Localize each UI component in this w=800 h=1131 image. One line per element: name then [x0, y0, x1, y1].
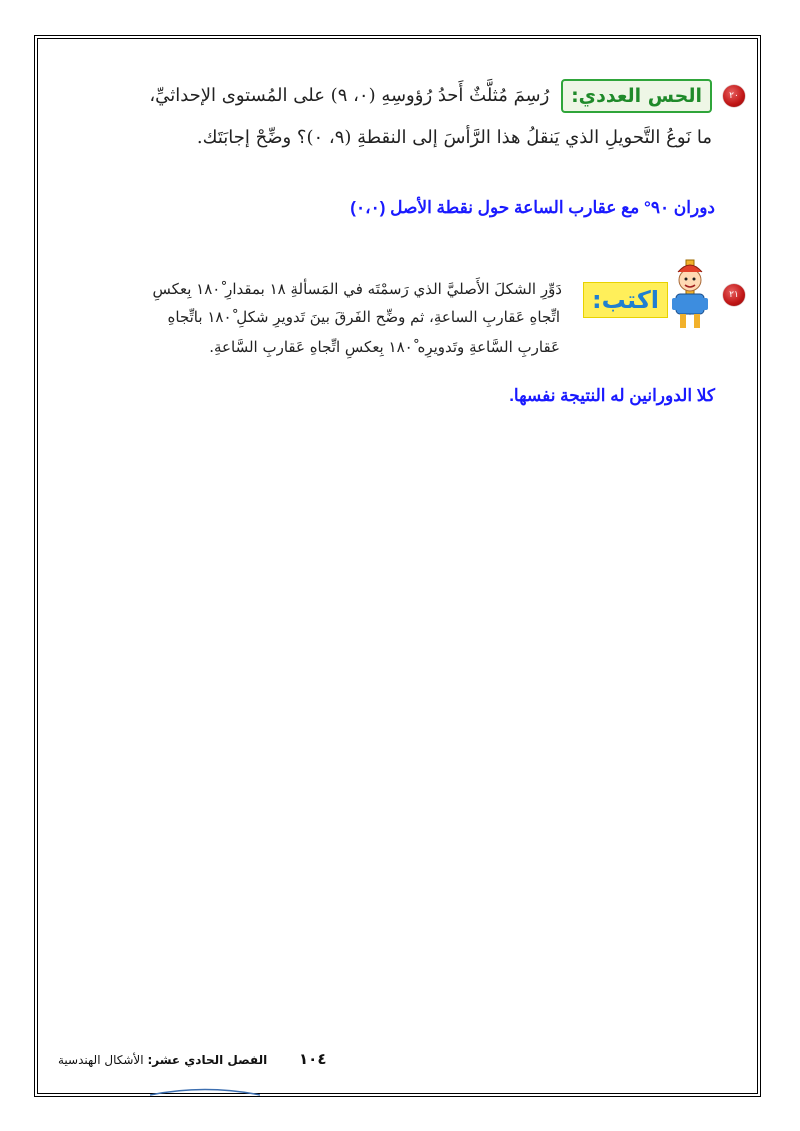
question-20-line-2: ما نَوعُ التَّحويلِ الذي يَنقلُ هذا الرَّأسَ إلى النقطةِ (٩، ٠)؟ وضِّحْ إجابَتَك.	[196, 127, 712, 148]
question-number-badge	[723, 284, 745, 306]
chapter-label: الفصل الحادي عشر:	[147, 1053, 268, 1067]
question-text-line-1	[149, 78, 712, 114]
question-20	[95, 78, 745, 158]
question-number: ٢٠	[729, 91, 739, 101]
answer-20: دوران ٩٠° مع عقارب الساعة حول نقطة الأصل (٠،٠)	[350, 198, 715, 217]
footer-decoration	[150, 1086, 260, 1096]
question-20-line-1: رُسِمَ مُثلَّثٌ أَحدُ رُؤوسِهِ (٠، ٩) على المُستوى الإحداثيِّ،	[149, 85, 550, 106]
pencil-character-icon	[668, 258, 712, 332]
number-sense-tag: الحس العددي:	[561, 79, 712, 113]
page-number: ١٠٤	[299, 1050, 327, 1068]
chapter-title: الأشكال الهندسية	[58, 1053, 144, 1067]
page-footer	[58, 1050, 326, 1068]
write-badge	[572, 264, 712, 334]
question-number-badge	[723, 85, 745, 107]
question-21-line-3: عَقاربِ السَّاعةِ وتَدويرِه ١٨٠ْ بِعكسِ اتِّجاهِ عَقاربِ السَّاعةِ.	[209, 338, 560, 356]
write-tag: اكتب:	[583, 282, 668, 318]
question-21-line-1: دَوِّرِ الشكلَ الأَصليَّ الذي رَسمْتَه في المَسألةِ ١٨ بمقدارِ ١٨٠ْ بِعكسِ	[152, 280, 562, 298]
question-number: ٢١	[729, 290, 739, 300]
question-21	[95, 264, 745, 364]
page-border-outer	[34, 35, 761, 1097]
question-21-line-2: اتِّجاهِ عَقاربِ الساعةِ، ثم وضِّح الفَرقَ بينَ تَدويرِ شكلِ ١٨٠ْ باتِّجاهِ	[167, 308, 560, 326]
answer-21: كلا الدورانين له النتيجة نفسها.	[509, 386, 715, 405]
